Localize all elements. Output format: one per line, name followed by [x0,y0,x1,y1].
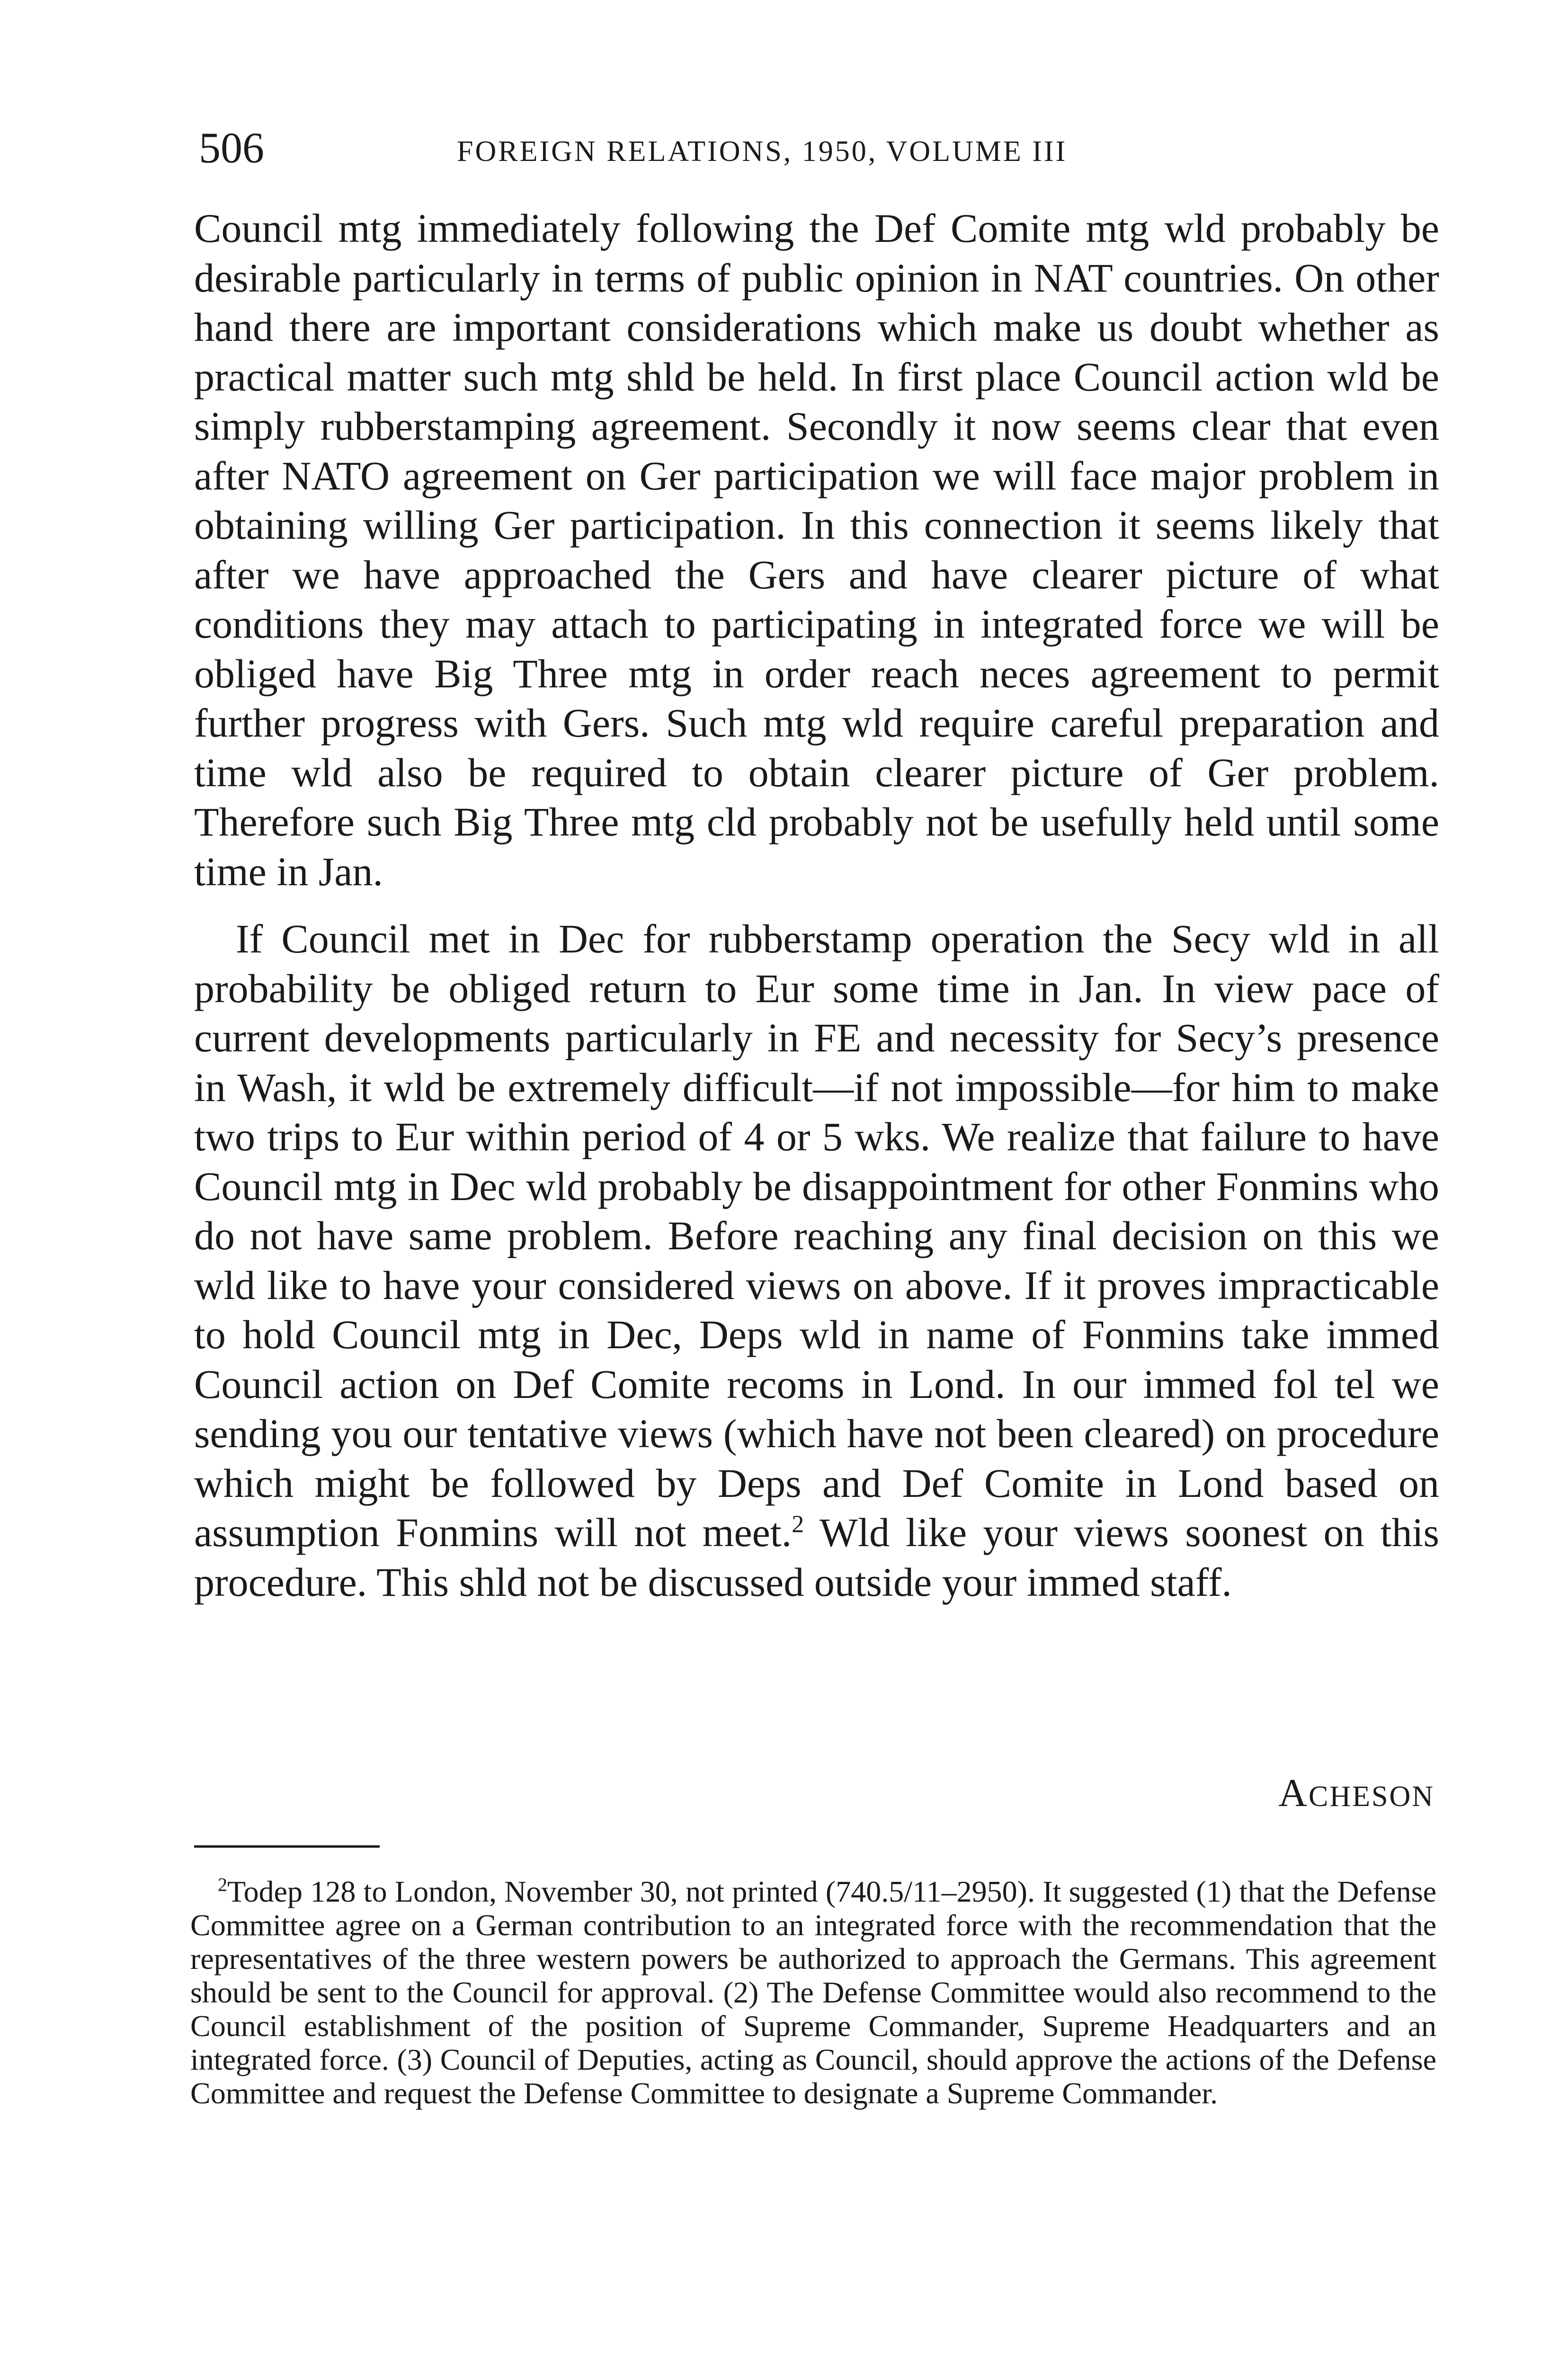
signature [1255,1771,1434,1815]
signature-rest: CHESON [1308,1780,1434,1813]
footnote [190,1875,1436,2110]
page-number: 506 [199,124,264,172]
running-head [199,124,1449,181]
footnote-text: Todep 128 to London, November 30, not printed (740.5/11–2950). It suggested (1) that the Defense Committee agree on a German contribution to an integrated force with the recommendation that the representatives of the three western powers be authorized to approach the Germans. This agreement should be sent to the Council for approval. (2) The Defense Committee would also recommend to the Council establishment of the position of Supreme Commander, Supreme Headquarters and an integrated force. (3) Council of Deputies, acting as Council, should approve the actions of the Defense Committee and request the Defense Committee to designate a Supreme Commander. [190,1875,1436,2110]
body-text [194,204,1439,1607]
paragraph-2 [194,914,1439,1607]
footnote-marker: 2 [218,1874,227,1895]
paragraph-1: Council mtg immediately following the Def Comite mtg wld probably be desirable particularly in terms of public opinion in NAT countries. On other hand there are important considerations which make us doubt whether as practical matter such mtg shld be held. In first place Council action wld be simply rubberstamping agreement. Secondly it now seems clear that even after NATO agreement on Ger participation we will face major problem in obtaining willing Ger participation. In this connection it seems likely that after we have approached the Gers and have clearer picture of what conditions they may attach to participating in integrated force we will be obliged have Big Three mtg in order reach neces agreement to permit further progress with Gers. Such mtg wld require careful preparation and time wld also be required to obtain clearer picture of Ger problem. Therefore such Big Three mtg cld probably not be usefully held until some time in Jan. [194,205,1439,894]
paragraph-2-text-continued: Wld like your views soonest on this procedure. This shld not be discussed outside your immed staff. [194,1510,1439,1605]
footnote-reference: 2 [792,1511,804,1538]
signature-initial: A [1278,1771,1309,1815]
footnote-divider [194,1845,380,1848]
paragraph-2-text: If Council met in Dec for rubberstamp operation the Secy wld in all probability be obliged return to Eur some time in Jan. In view pace of current developments particularly in FE and necessity for Secy’s presence in Wash, it wld be extremely difficult—if not impossible—for him to make two trips to Eur within period of 4 or 5 wks. We realize that failure to have Council mtg in Dec wld probably be disappointment for other Fonmins who do not have same problem. Before reaching any final decision on this we wld like to have your considered views on above. If it proves impracticable to hold Council mtg in Dec, Deps wld in name of Fonmins take immed Council action on Def Comite recoms in Lond. In our immed fol tel we sending you our tentative views (which have not been cleared) on procedure which might be followed by Deps and Def Comite in Lond based on assumption Fonmins will not meet. [194,916,1439,1555]
running-title: FOREIGN RELATIONS, 1950, VOLUME III [457,135,1068,168]
